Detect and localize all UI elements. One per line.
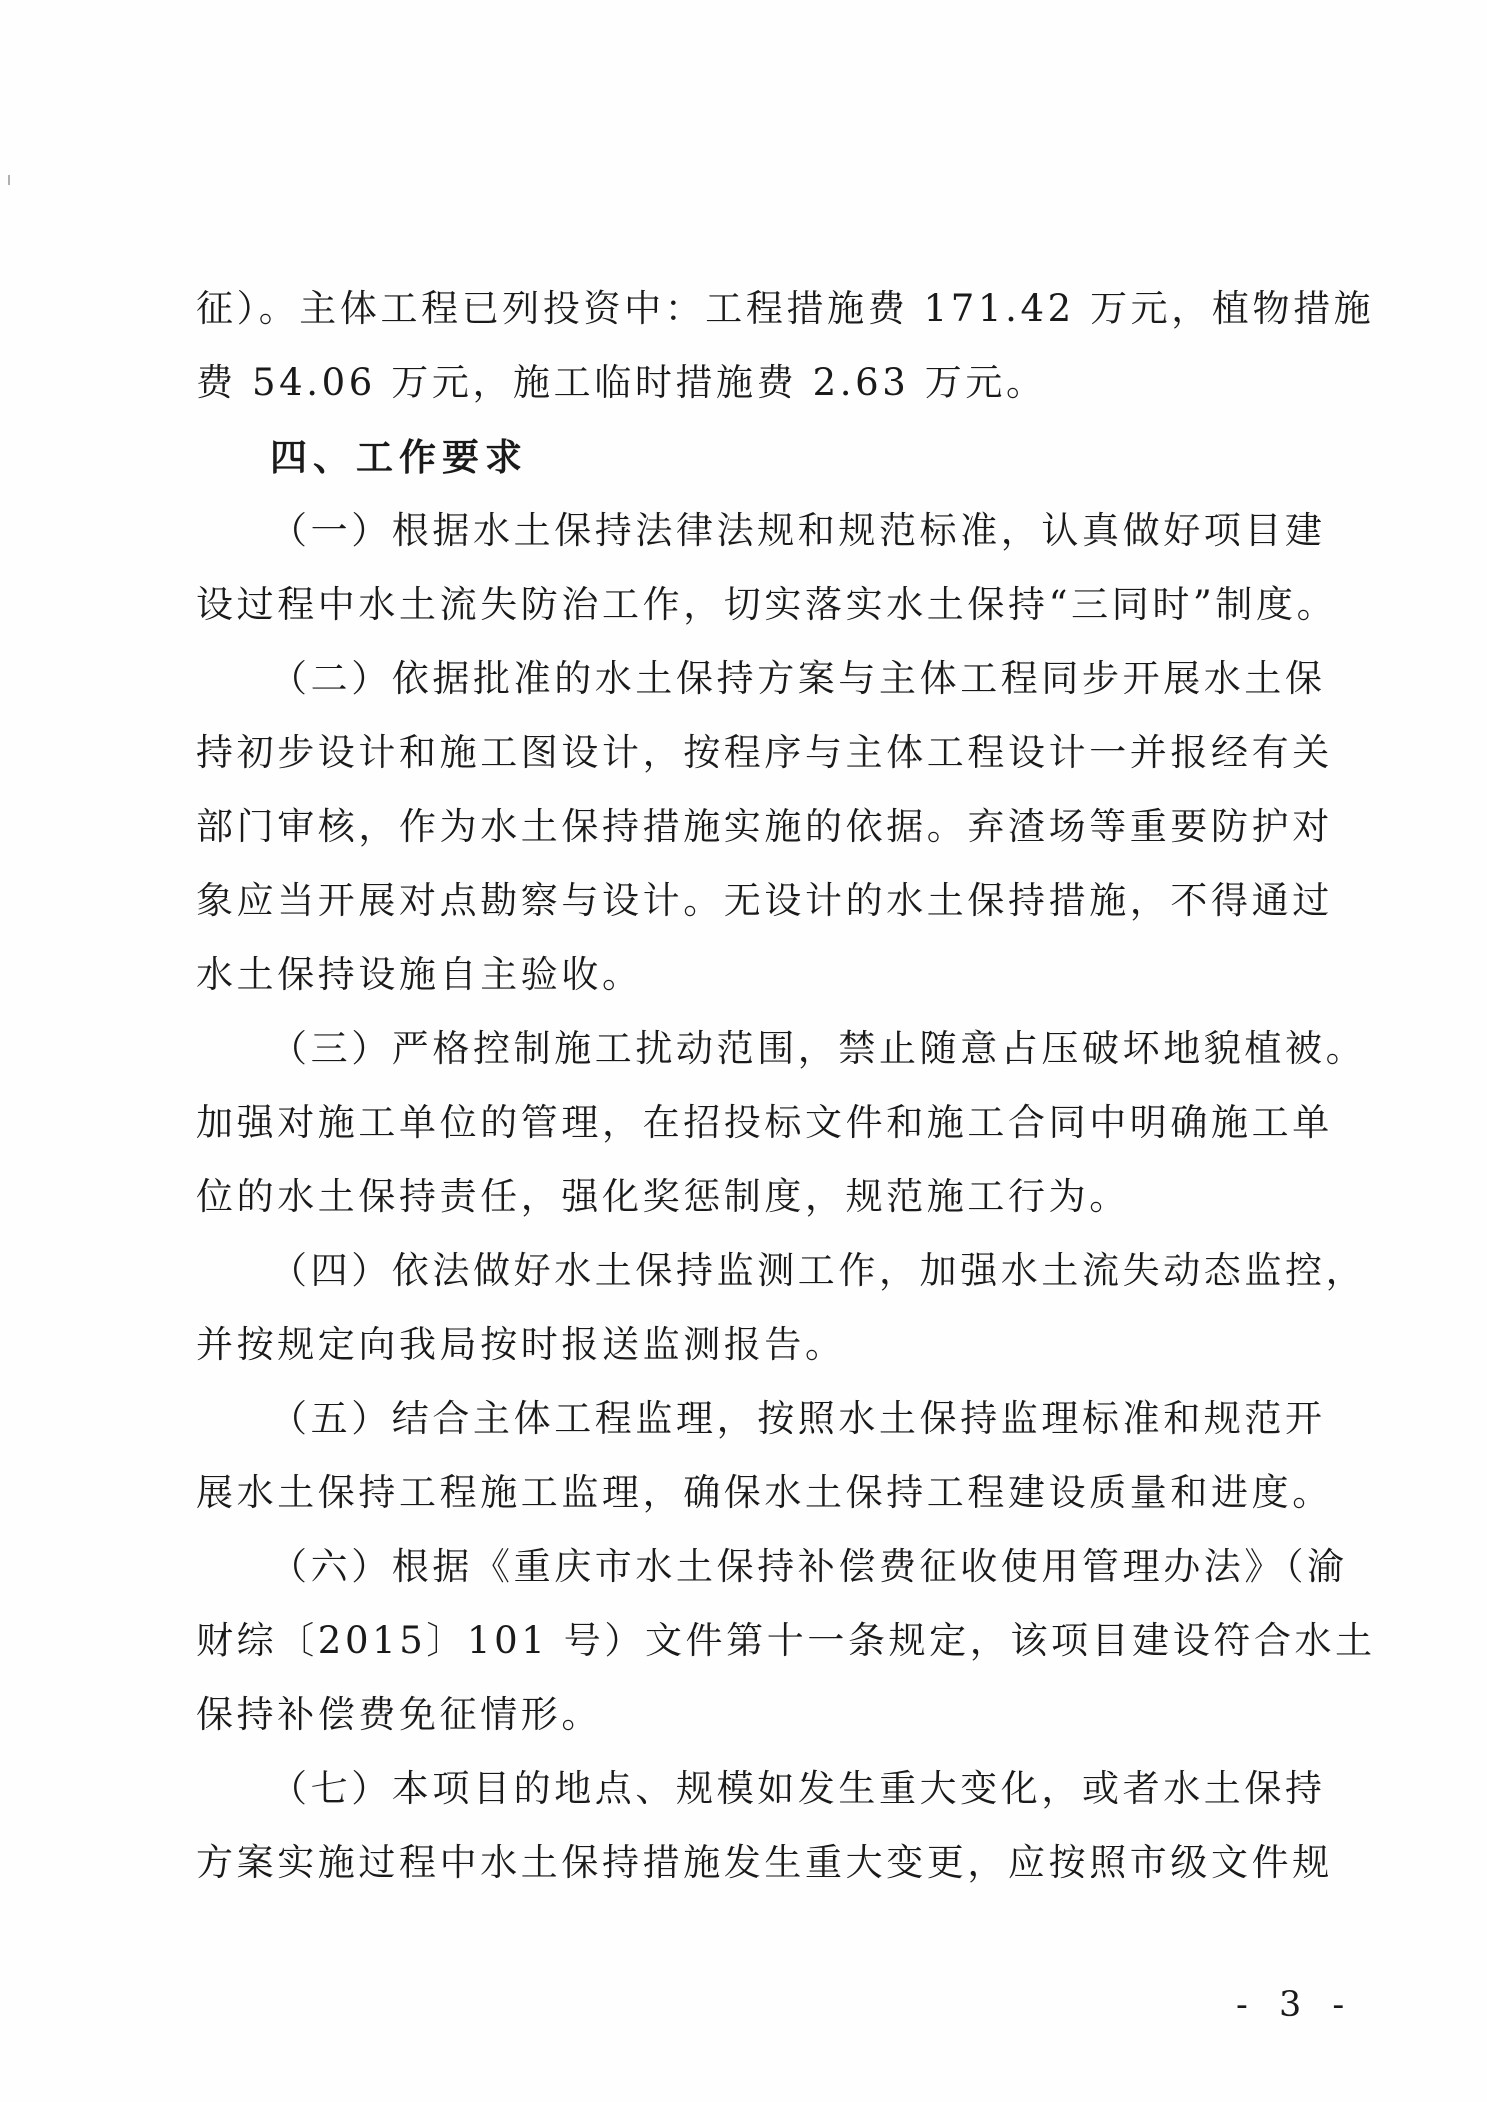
scan-artifact-mark [8,175,10,185]
paragraph-line: （四）依法做好水土保持监测工作，加强水土流失动态监控， [270,1249,1367,1292]
paragraph-line: 象应当开展对点勘察与设计。无设计的水土保持措施，不得通过 [196,879,1333,922]
paragraph-line: （五）结合主体工程监理，按照水土保持监理标准和规范开 [270,1397,1326,1440]
paragraph-line: 财综〔2015〕101 号）文件第十一条规定，该项目建设符合水土 [196,1619,1376,1662]
page-number: - 3 - [1236,1985,1355,2025]
paragraph-line: 保持补偿费免征情形。 [196,1693,602,1736]
paragraph-line: （七）本项目的地点、规模如发生重大变化，或者水土保持 [270,1767,1326,1810]
paragraph-line: 加强对施工单位的管理，在招投标文件和施工合同中明确施工单 [196,1101,1333,1144]
paragraph-line: 持初步设计和施工图设计，按程序与主体工程设计一并报经有关 [196,731,1333,774]
paragraph-line: 设过程中水土流失防治工作，切实落实水土保持“三同时”制度。 [196,583,1338,626]
paragraph-line: 并按规定向我局按时报送监测报告。 [196,1323,846,1366]
paragraph-line: 费 54.06 万元，施工临时措施费 2.63 万元。 [196,361,1047,404]
paragraph-line: 方案实施过程中水土保持措施发生重大变更，应按照市级文件规 [196,1841,1333,1884]
paragraph-line: （六）根据《重庆市水土保持补偿费征收使用管理办法》（渝 [270,1545,1348,1588]
paragraph-line: （一）根据水土保持法律法规和规范标准，认真做好项目建 [270,509,1326,552]
paragraph-line: （二）依据批准的水土保持方案与主体工程同步开展水土保 [270,657,1326,700]
paragraph-line: 征）。主体工程已列投资中：工程措施费 171.42 万元，植物措施 [196,287,1375,330]
section-heading: 四、工作要求 [270,435,528,479]
paragraph-line: 位的水土保持责任，强化奖惩制度，规范施工行为。 [196,1175,1130,1218]
paragraph-line: 展水土保持工程施工监理，确保水土保持工程建设质量和进度。 [196,1471,1333,1514]
document-body [196,272,1376,1900]
paragraph-line: 水土保持设施自主验收。 [196,953,643,996]
paragraph-line: （三）严格控制施工扰动范围，禁止随意占压破坏地貌植被。 [270,1027,1367,1070]
paragraph-line: 部门审核，作为水土保持措施实施的依据。弃渣场等重要防护对 [196,805,1333,848]
